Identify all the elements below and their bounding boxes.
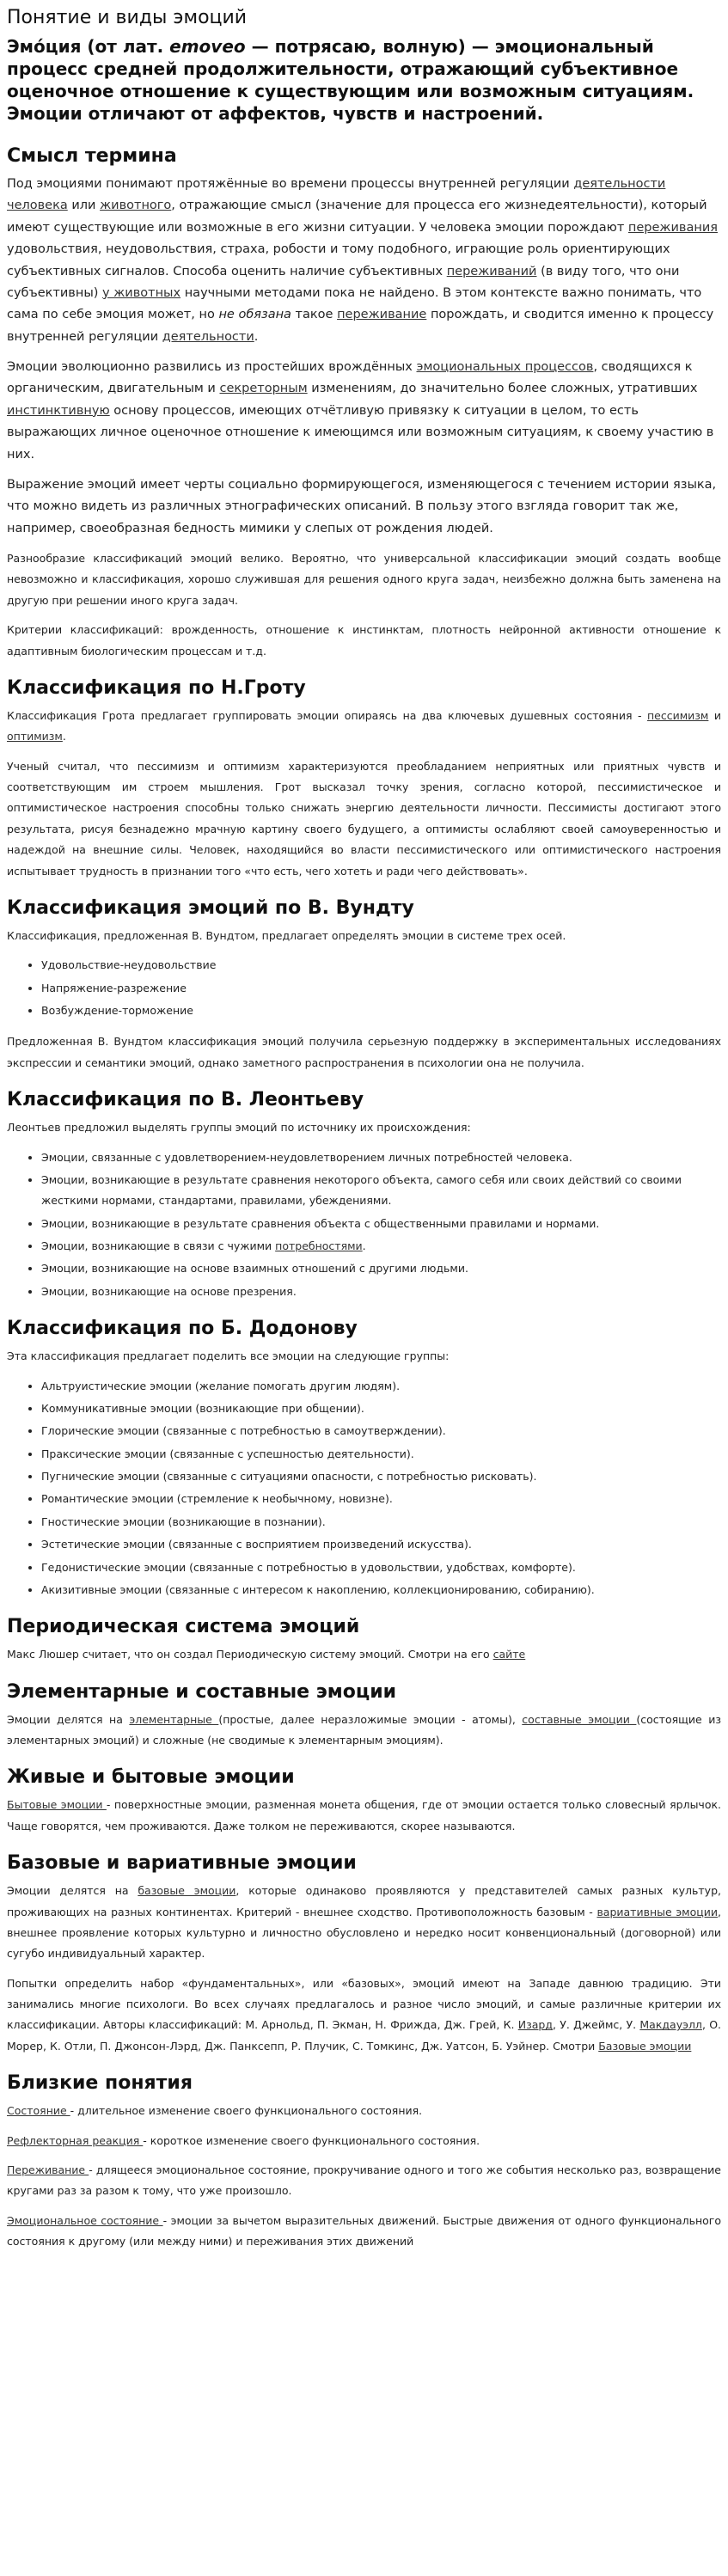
section-heading: Близкие понятия — [7, 2072, 193, 2095]
list-item — [41, 1534, 721, 1555]
paragraph — [7, 2211, 721, 2253]
paragraph — [7, 2131, 721, 2151]
inline-link[interactable]: переживаний — [446, 264, 537, 278]
text-run: - эмоции за вычетом выразительных движений. Быстрые движения от одного функционального состояния к другому (или между ними) и переживания этих движений — [7, 2213, 722, 2248]
paragraph — [7, 1031, 721, 1074]
text-run: Напряжение-разрежение — [41, 981, 187, 994]
paragraph — [7, 620, 721, 662]
content-section — [7, 145, 721, 540]
inline-link[interactable]: переживание — [337, 308, 427, 322]
list-item — [41, 1557, 721, 1578]
text-run: Возбуждение-торможение — [41, 1004, 193, 1017]
inline-link[interactable]: Переживание — [7, 2163, 89, 2176]
inline-link[interactable]: Базовые эмоции — [598, 2039, 692, 2053]
text-run: - длящееся эмоциональное состояние, прокручивание одного и того же события несколько раз, возвращение кругами раз за разом к тому, что уже произошло. — [7, 2163, 721, 2198]
text-run: Эмоции, возникающие в результате сравнения объекта с общественными правилами и нормами. — [41, 1216, 600, 1230]
emphasis-text: не обязана — [218, 308, 291, 322]
paragraph — [7, 1710, 721, 1752]
inline-link[interactable]: секреторным — [219, 382, 308, 396]
inline-link[interactable]: сайте — [492, 1648, 526, 1661]
bullet-list — [7, 1147, 721, 1303]
paragraph — [7, 2101, 721, 2121]
paragraph — [7, 357, 721, 466]
inline-link[interactable]: элементарные — [129, 1712, 219, 1726]
text-run: (простые, далее неразложимые эмоции - атомы), — [218, 1712, 523, 1726]
text-run: Критерии классификаций: врожденность, отношение к инстинктам, плотность нейронной активности отношение к адаптивным биологическим процессам и т.д. — [7, 623, 721, 658]
list-item — [41, 1258, 721, 1279]
text-run: , отражающие смысл (значение для процесса его жизнедеятельности), который имеют существующие или возможные в его жизни ситуации. У человека эмоции порождают — [7, 199, 707, 235]
text-run: Пугнические эмоции (связанные с ситуациями опасности, с потребностью рисковать). — [41, 1470, 537, 1483]
text-run: Разнообразие классификаций эмоций велико. Вероятно, что универсальной классификации эмоций создать вообще невозможно и классификация, хорошо служившая для решения одного круга задач, неизбежно должна быть заменена на другую при решении иного круга задач. — [7, 552, 721, 607]
content-section — [7, 1852, 721, 2057]
text-run: Удовольствие-неудовольствие — [41, 958, 217, 972]
lead-latin: emoveo — [169, 36, 246, 57]
section-heading: Классификация по Б. Додонову — [7, 1318, 358, 1340]
inline-link[interactable]: деятельности — [162, 329, 254, 344]
section-heading: Периодическая система эмоций — [7, 1616, 360, 1638]
text-run: Классификация, предложенная В. Вундтом, предлагает определять эмоции в системе трех осей. — [7, 928, 566, 942]
lead-part2: — потрясаю, волную) — эмоциональный процесс средней продолжительности, отражающий субъективное оценочное отношение к существующим или возможным ситуациям. Эмоции отличают от аффектов, чувств и настроений. — [7, 36, 694, 124]
bullet-list — [7, 1376, 721, 1601]
text-run: Праксические эмоции (связанные с успешностью деятельности). — [41, 1447, 414, 1460]
text-run: - поверхностные эмоции, разменная монета общения, где от эмоции остается только словесный ярлычок. Чаще говорятся, чем проживаются. Даже толком не переживаются, скорее называются. — [7, 1798, 721, 1833]
paragraph — [7, 474, 721, 540]
text-run: Под эмоциями понимают протяжённые во времени процессы внутренней регуляции — [7, 177, 574, 191]
section-heading: Элементарные и составные эмоции — [7, 1680, 397, 1703]
text-run: Эмоции эволюционно развились из простейших врождённых — [7, 360, 417, 374]
list-item — [41, 1512, 721, 1533]
text-run: Эта классификация предлагает поделить все эмоции на следующие группы: — [7, 1349, 450, 1363]
text-run: (состоящие из элементарных эмоций) и сложные (не сводимые к элементарным эмоциям). — [7, 1712, 721, 1747]
text-run: Акизитивные эмоции (связанные с интересом к накоплению, коллекционированию, собиранию). — [41, 1582, 595, 1596]
list-item — [41, 1214, 721, 1234]
content-section — [7, 677, 721, 882]
content-section — [7, 2072, 721, 2252]
text-run: , сводящихся к органическим, двигательным и — [7, 360, 693, 396]
inline-link[interactable]: Эмоциональное состояние — [7, 2213, 163, 2227]
paragraph — [7, 1973, 721, 2058]
list-item — [41, 1466, 721, 1487]
content-section — [7, 548, 721, 662]
text-run: Предложенная В. Вундтом классификация эмоций получила серьезную поддержку в экспериментальных исследованиях экспрессии и семантики эмоций, однако заметного распространения в психологии она не получила. — [7, 1035, 721, 1069]
list-item — [41, 955, 721, 976]
inline-link[interactable]: переживания — [627, 220, 718, 235]
text-run: изменениям, до значительно более сложных, утративших — [307, 382, 698, 396]
list-item — [41, 1147, 721, 1168]
list-item — [41, 1236, 721, 1257]
text-run: . — [254, 329, 259, 344]
text-run: удовольствия, неудовольствия, страха, робости и тому подобного, играющие роль ориентирующих субъективных сигналов. Способа оценить наличие субъективных — [7, 242, 670, 278]
text-run: Эмоции, возникающие на основе взаимных отношений с другими людьми. — [41, 1262, 468, 1276]
list-item — [41, 1282, 721, 1302]
text-run: Классификация Грота предлагает группировать эмоции опираясь на два ключевых душевных состояния - — [7, 708, 647, 722]
text-run: Альтруистические эмоции (желание помогать другим людям). — [41, 1379, 401, 1392]
text-run: Эмоции, возникающие на основе презрения. — [41, 1284, 297, 1298]
text-run: Эмоции делятся на — [7, 1712, 130, 1726]
paragraph — [7, 2160, 721, 2202]
text-run: такое — [291, 308, 338, 322]
text-run: Макс Люшер считает, что он создал Периодическую систему эмоций. Смотри на его — [7, 1648, 493, 1661]
inline-link[interactable]: Рефлекторная реакция — [7, 2133, 144, 2147]
paragraph — [7, 1795, 721, 1837]
text-run: и — [708, 708, 721, 722]
inline-link[interactable]: составные эмоции — [522, 1712, 637, 1726]
section-heading: Живые и бытовые эмоции — [7, 1766, 295, 1789]
inline-link[interactable]: оптимизм — [7, 730, 63, 743]
inline-link[interactable]: эмоциональных процессов — [416, 360, 594, 374]
text-run: Попытки определить набор «фундаментальных», или «базовых», эмоций имеют на Западе давнюю традицию. Эти занимались многие психологи. Во всех случаях предлагалось и разное число эмоций, и самые различные критерии их классификации. Авторы классификаций: М. Арнольд, П. Экман, Н. Фрижда, Дж. Грей, К. — [7, 1976, 721, 2032]
text-run: порождать, и сводится именно к процессу внутренней регуляции — [7, 308, 714, 344]
text-run: Ученый считал, что пессимизм и оптимизм характеризуются преобладанием неприятных или приятных чувств и соответствующим им строем мышления. Грот высказал точку зрения, согласно которой, пессимистическое и оптимистическое настроения способны только снижать энергию деятельности личности. Пессимисты достигают этого результата, рисуя безнадежно мрачную картину своего будущего, а оптимисты ослабляют своей самоуверенностью и надеждой на внешние силы. Человек, находящийся во власти пессимистического или оптимистического настроения испытывает трудность в признании того «что есть, чего хотеть и ради чего действовать». — [7, 759, 721, 878]
text-run: Эмоции, возникающие в результате сравнения некоторого объекта, самого себя или своих действий со своими жесткими нормами, стандартами, правилами, убеждениями. — [41, 1172, 682, 1208]
content-section — [7, 1766, 721, 1837]
content-section — [7, 1089, 721, 1302]
paragraph — [7, 1881, 721, 1965]
inline-link[interactable]: Состояние — [7, 2104, 70, 2118]
lead-word: Эмо́ция — [7, 36, 82, 57]
text-run: Выражение эмоций имеет черты социально формирующегося, изменяющегося с течением истории языка, что можно видеть из различных этнографических описаний. В пользу этого взгляда говорит так же, например, своеобразная бедность мимики у слепых от рождения людей. — [7, 477, 717, 535]
inline-link[interactable]: базовые эмоции — [138, 1884, 236, 1898]
list-item — [41, 1421, 721, 1441]
paragraph — [7, 1346, 721, 1367]
inline-link[interactable]: деятельности человека — [7, 177, 666, 213]
text-run: Романтические эмоции (стремление к необычному, новизне). — [41, 1492, 393, 1506]
text-run: Коммуникативные эмоции (возникающие при общении). — [41, 1401, 364, 1415]
content-section — [7, 1318, 721, 1600]
sections-container — [7, 145, 721, 2252]
section-heading: Классификация по Н.Гроту — [7, 676, 306, 699]
text-run: научными методами пока не найдено. В этом контексте важно понимать, что сама по себе эмоция может, но — [7, 285, 702, 322]
lead-part1: (от лат. — [81, 36, 170, 57]
text-run: , О. Морер, К. Отли, П. Джонсон-Лэрд, Дж. Панксепп, Р. Плучик, С. Томкинс, Дж. Уатсон, Б. Уэйнер. Смотри — [7, 2018, 722, 2053]
text-run: Эстетические эмоции (связанные с восприятием произведений искусства). — [41, 1538, 472, 1551]
inline-link[interactable]: вариативные эмоции — [596, 1905, 719, 1918]
text-run: Эмоции делятся на — [7, 1884, 138, 1898]
inline-link[interactable]: инстинктивную — [7, 403, 110, 418]
inline-link[interactable]: Бытовые эмоции — [7, 1798, 107, 1812]
paragraph — [7, 1644, 721, 1665]
inline-link[interactable]: животного — [100, 199, 172, 213]
list-item — [41, 1000, 721, 1021]
list-item — [41, 1376, 721, 1397]
text-run: - короткое изменение своего функционального состояния. — [143, 2133, 480, 2147]
paragraph — [7, 174, 721, 348]
content-section — [7, 1681, 721, 1752]
paragraph — [7, 926, 721, 946]
text-run: Гностические эмоции (возникающие в познании). — [41, 1514, 326, 1528]
list-item — [41, 1398, 721, 1419]
content-section — [7, 897, 721, 1074]
list-item — [41, 1170, 721, 1212]
list-item — [41, 1489, 721, 1509]
inline-link[interactable]: Изард — [517, 2018, 553, 2032]
inline-link[interactable]: потребностями — [275, 1239, 363, 1252]
section-heading: Базовые и вариативные эмоции — [7, 1852, 357, 1875]
text-run: - длительное изменение своего функционального состояния. — [70, 2104, 423, 2118]
paragraph — [7, 706, 721, 748]
paragraph — [7, 1117, 721, 1138]
text-run: , которые одинаково проявляются у представителей самых разных культур, проживающих на разных континентах. Критерий - внешнее сходство. Противоположность базовым - — [7, 1884, 721, 1918]
inline-link[interactable]: Макдауэлл — [639, 2018, 702, 2032]
text-run: Эмоции, связанные с удовлетворением-неудовлетворением личных потребностей человека. — [41, 1150, 572, 1164]
text-run: Леонтьев предложил выделять группы эмоций по источнику их происхождения: — [7, 1121, 471, 1135]
text-run: Гедонистические эмоции (связанные с потребностью в удовольствии, удобствах, комфорте). — [41, 1560, 576, 1574]
page-title: Понятие и виды эмоций — [7, 7, 248, 28]
text-run: основу процессов, имеющих отчётливую привязку к ситуации в целом, то есть выражающих личное оценочное отношение к имеющимся или возможным ситуациям, к своему участию в них. — [7, 403, 714, 462]
paragraph — [7, 756, 721, 882]
list-item — [41, 1444, 721, 1465]
text-run: . — [62, 730, 66, 743]
text-run: Эмоции, возникающие в связи с чужими — [41, 1239, 276, 1252]
paragraph — [7, 548, 721, 611]
text-run: . — [362, 1239, 366, 1252]
inline-link[interactable]: пессимизм — [647, 708, 709, 722]
inline-link[interactable]: у животных — [102, 285, 181, 300]
list-item — [41, 978, 721, 999]
content-section — [7, 1616, 721, 1665]
text-run: Глорические эмоции (связанные с потребностью в самоутверждении). — [41, 1424, 446, 1438]
lead-definition — [7, 35, 721, 125]
list-item — [41, 1580, 721, 1600]
section-heading: Классификация по В. Леонтьеву — [7, 1089, 364, 1111]
section-heading: Классификация эмоций по В. Вундту — [7, 896, 414, 919]
bullet-list — [7, 955, 721, 1021]
text-run: или — [67, 199, 101, 213]
text-run: , У. Джеймс, У. — [552, 2018, 640, 2032]
section-heading: Смысл термина — [7, 145, 177, 167]
text-run: , внешнее проявление которых культурно и личностно обусловлено и нередко носит конвенциональный (договорной) или сугубо индивидуальный характер. — [7, 1905, 722, 1961]
text-run: (в виду того, что они субъективны) — [7, 264, 680, 300]
